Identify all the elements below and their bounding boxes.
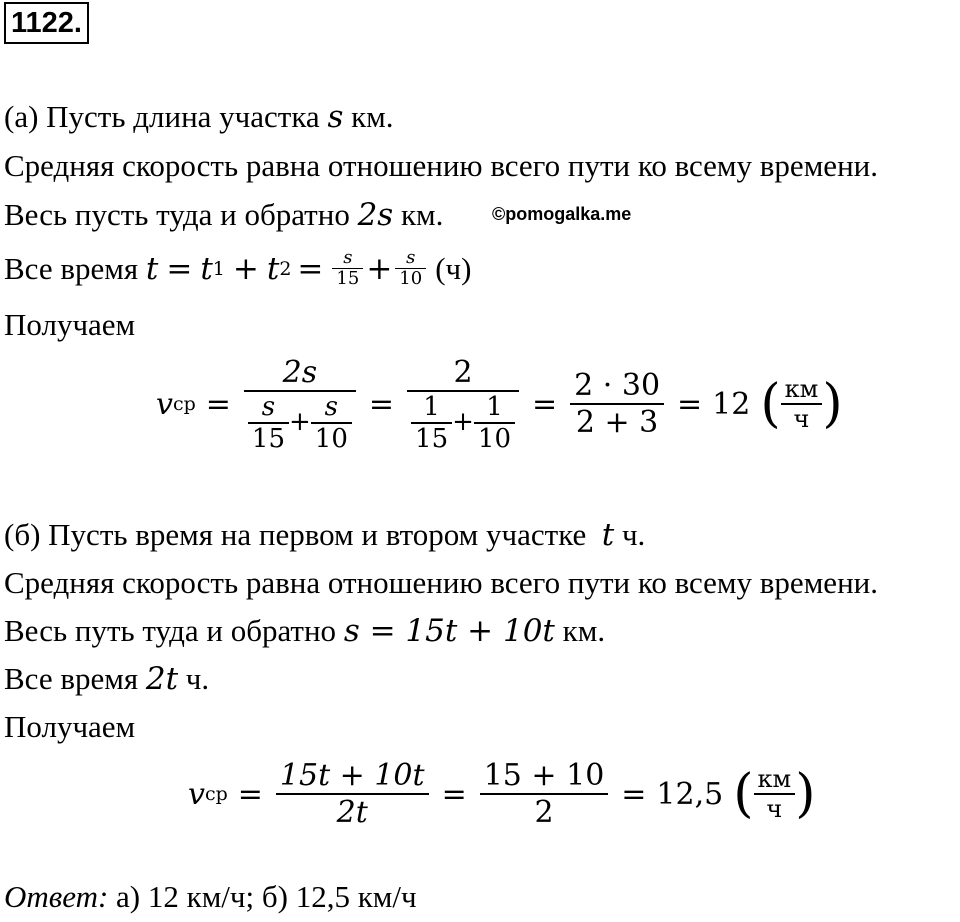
fraction-s-15 [332, 248, 363, 289]
fraction-2 [407, 355, 519, 454]
denominator: $\frac{1}{15}$ + $\frac{1}{10}$ [407, 390, 519, 454]
denominator: 2 + 3 [570, 403, 664, 440]
unit-fraction [754, 765, 796, 823]
part-a-line-3 [4, 196, 443, 234]
denominator: 10 [474, 422, 515, 454]
numerator: s [343, 247, 353, 268]
fraction-1 [244, 355, 356, 454]
text: км. [343, 99, 394, 134]
part-a-line-1 [4, 98, 394, 136]
text: ч. [614, 517, 646, 552]
text: км. [554, 613, 606, 648]
subscript: 1 [212, 257, 225, 280]
part-a-formula: v ср = 2s $\frac{s}{15}$ + $\frac{s}{10}$ = 2 $\frac{1}{15}$ + $\frac{1}{10}$ = $\frac{2 \cdot 30}{2 + 3}$ = 12 ( $\frac{км}{ч}$ ) [156, 354, 843, 454]
denominator: ч [754, 793, 796, 823]
text: Весь путь туда и обратно [4, 613, 344, 648]
variable-v: v [188, 776, 205, 812]
expression: 2t [145, 661, 179, 697]
part-a-line-2: Средняя скорость равна отношению всего пути ко всему времени. [4, 148, 878, 183]
subscript: ср [172, 393, 196, 415]
text: Все время [4, 661, 146, 696]
fraction-1 [276, 758, 429, 830]
variable: t [601, 517, 615, 553]
unit-fraction [781, 375, 823, 433]
variable-t2: t [266, 250, 280, 287]
answer-line [4, 878, 417, 916]
fraction-s-10 [395, 248, 426, 289]
subscript: ср [204, 783, 228, 805]
watermark: ©pomogalka.me [492, 204, 632, 224]
denominator: 10 [395, 268, 426, 289]
fraction-3 [570, 368, 664, 440]
part-b-line-4 [4, 660, 209, 698]
text: Все время [4, 250, 146, 286]
part-b-line-2: Средняя скорость равна отношению всего пути ко всему времени. [4, 565, 878, 600]
numerator: 15t + 10t [279, 758, 425, 793]
part-a-line-4: Все время t = t 1 + t 2 = $\frac{s}{15}$ + $\frac{s}{10}$ (ч) [4, 247, 472, 289]
denominator: 2 [480, 793, 609, 830]
denominator: 15 [411, 422, 452, 454]
numerator: 15 + 10 [483, 758, 605, 793]
answer-text: а) 12 км/ч; б) 12,5 км/ч [108, 879, 417, 914]
variable: s [327, 99, 344, 135]
numerator: 1 [423, 391, 440, 422]
text: Весь пусть туда и обратно [4, 197, 358, 232]
expression: s = 15t + 10t [343, 613, 555, 649]
unit: (ч) [435, 250, 472, 286]
denominator: $\frac{s}{15}$ + $\frac{s}{10}$ [244, 390, 356, 454]
part-b-line-5: Получаем [4, 709, 136, 744]
part-b-line-1 [4, 516, 645, 554]
text: (а) Пусть длина участка [4, 99, 328, 134]
numerator: s [406, 247, 416, 268]
numerator: 1 [486, 391, 503, 422]
subscript: 2 [279, 257, 292, 280]
variable-v: v [156, 386, 173, 422]
answer-label: Ответ: [4, 879, 109, 914]
denominator: 15 [248, 422, 289, 454]
problem-number: 1122. [4, 2, 89, 44]
numerator: км [757, 765, 792, 793]
variable-t: t [145, 250, 159, 287]
denominator: 10 [311, 422, 352, 454]
text: км. [393, 197, 444, 232]
text: (б) Пусть время на первом и втором участке [4, 517, 602, 552]
denominator: 15 [332, 268, 363, 289]
result-value: 12 [712, 386, 751, 422]
expression: 2s [357, 197, 394, 233]
part-b-line-3 [4, 612, 605, 650]
numerator: 2 [453, 354, 473, 390]
numerator: 2 · 30 [574, 368, 661, 403]
part-a-line-5: Получаем [4, 307, 136, 342]
numerator: 2s [282, 354, 318, 390]
part-b-formula: v ср = $\frac{15t + 10t}{2t}$ = $\frac{15 + 10}{2}$ = 12,5 ( $\frac{км}{ч}$ ) [188, 758, 816, 830]
numerator: км [784, 375, 819, 403]
denominator: ч [781, 403, 823, 433]
numerator: s [324, 391, 339, 422]
text: ч. [178, 661, 210, 696]
denominator: 2t [276, 793, 429, 830]
result-value: 12,5 [656, 776, 724, 812]
numerator: s [261, 391, 276, 422]
fraction-2 [480, 758, 609, 830]
variable-t1: t [200, 250, 213, 287]
